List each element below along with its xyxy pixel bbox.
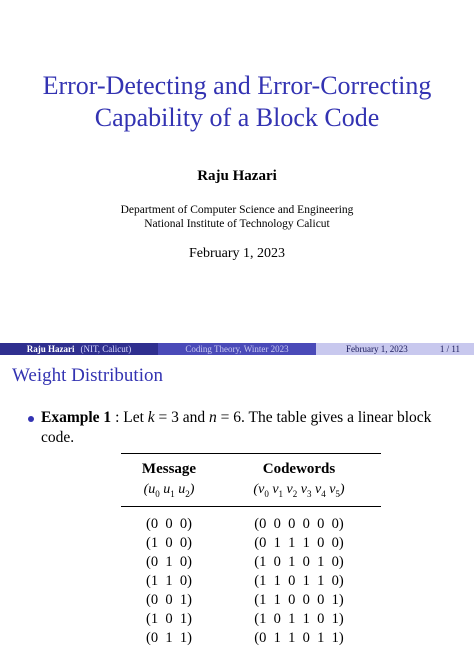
footline-date: February 1, 2023 (346, 344, 408, 354)
bullet-text: Example 1 : Let k = 3 and n = 6. The table gives a linear block code. (41, 409, 432, 446)
table-row: (0 0 0) (0 0 0 0 0 0) (146, 516, 344, 532)
table-row: (0 1 1) (0 1 1 0 1 1) (146, 630, 344, 646)
code-table (121, 453, 381, 648)
example-bullet (28, 408, 468, 448)
table-row: (1 0 0) (0 1 1 1 0 0) (146, 535, 344, 551)
footline-page-number[interactable]: 1 / 11 (439, 344, 460, 354)
slide-title (0, 70, 474, 134)
department-text: Department of Computer Science and Engineering (120, 204, 354, 216)
footline-author: Raju Hazari (26, 344, 75, 354)
table-subheader-row (121, 480, 381, 500)
frame-title: Weight Distribution (12, 365, 163, 386)
footline-bar (0, 343, 474, 355)
table-row: (1 1 0) (1 1 0 1 1 0) (146, 573, 344, 589)
footline-author-section[interactable] (0, 343, 158, 355)
table-row: (0 1 0) (1 0 1 0 1 0) (146, 554, 344, 570)
table-row: (1 0 1) (1 0 1 1 0 1) (146, 611, 344, 627)
slide-title-line-1: Error-Detecting and Error-Correcting (42, 71, 432, 100)
codewords-header: Codewords (262, 461, 336, 477)
message-variables: ($u_0$ $u_1$ $u_2$) (143, 482, 195, 499)
slide-title-line-2: Capability of a Block Code (94, 103, 380, 132)
table-row: (0 0 1) (1 1 0 0 0 1) (146, 592, 344, 608)
author-name: Raju Hazari (197, 168, 277, 184)
affiliation (0, 203, 474, 231)
footline-institute: (NIT, Calicut) (80, 344, 132, 354)
footline-date-section (316, 343, 474, 355)
message-header: Message (141, 461, 197, 477)
example-label: Example 1 (41, 409, 112, 426)
institute-text: National Institute of Technology Calicut (144, 218, 330, 230)
table-body (121, 515, 381, 648)
table-header-rule (121, 506, 381, 507)
table-header-row (121, 458, 381, 480)
table-top-rule (121, 453, 381, 454)
bullet-dot-icon (28, 416, 34, 422)
footline-course[interactable]: Coding Theory, Winter 2023 (158, 343, 316, 355)
codeword-variables: ($v_0$ $v_1$ $v_2$ $v_3$ $v_4$ $v_5$) (253, 482, 345, 499)
presentation-date: February 1, 2023 (188, 246, 286, 261)
